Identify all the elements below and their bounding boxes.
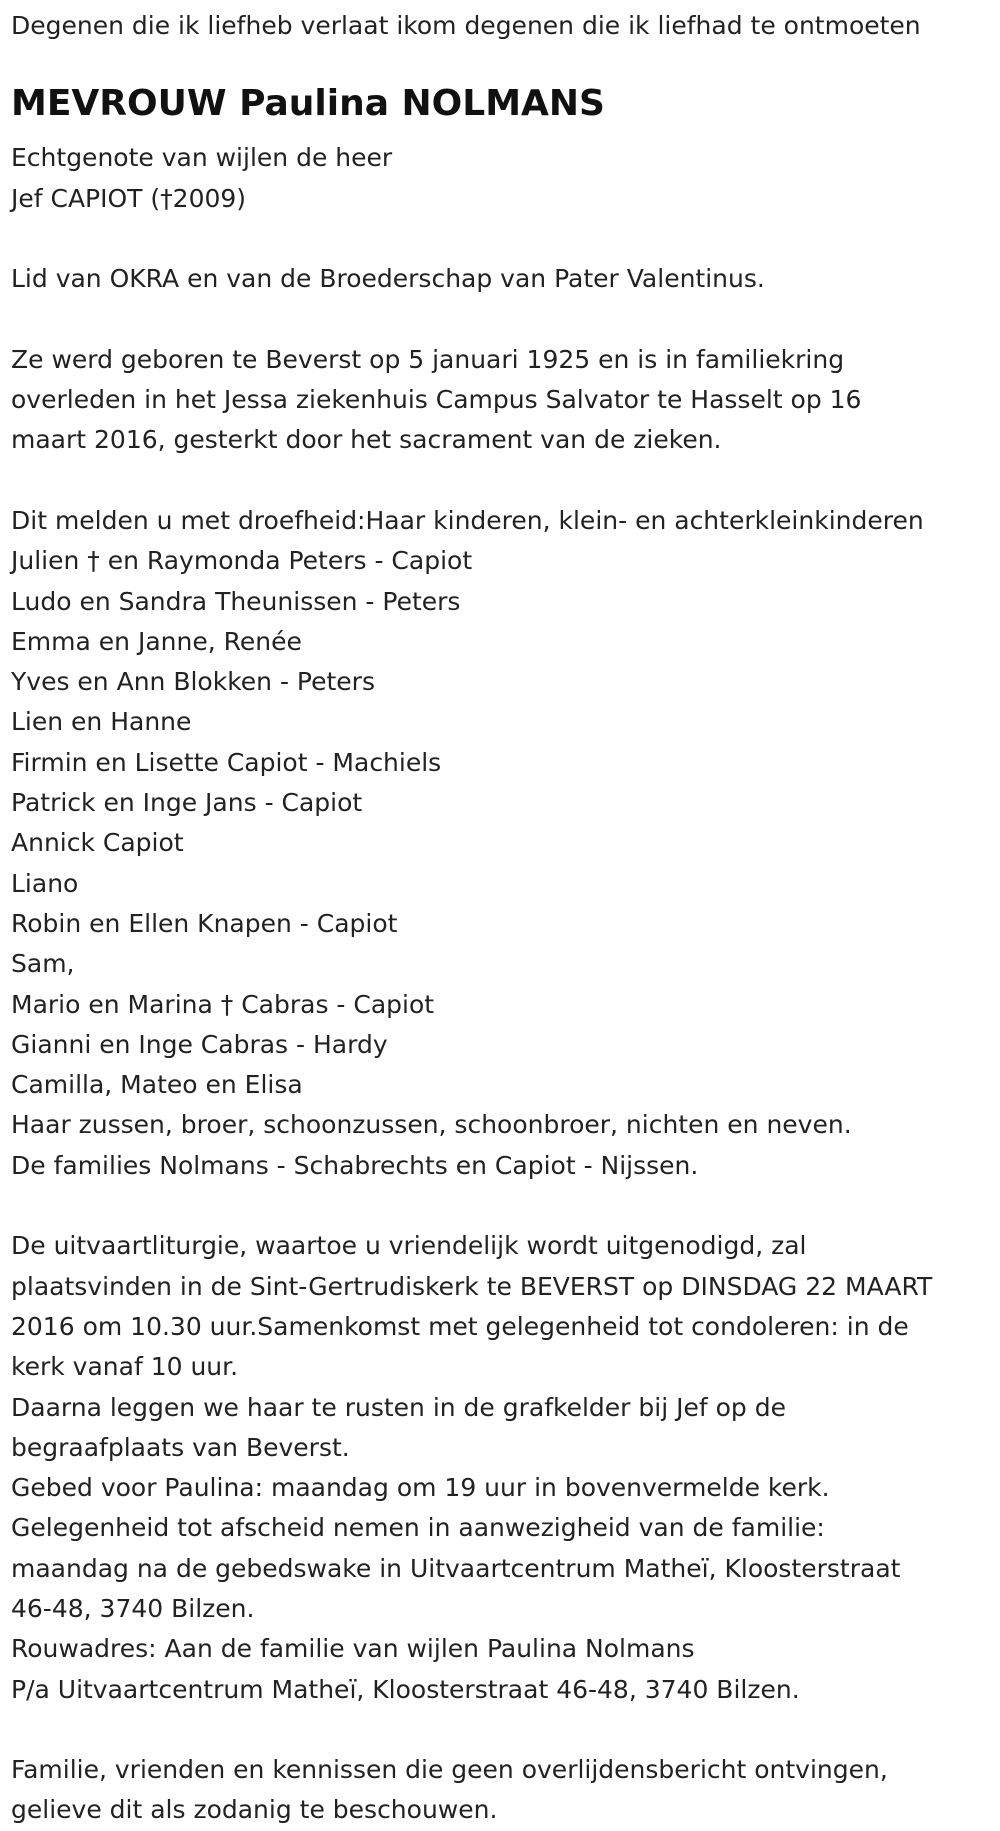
funeral-line: kerk vanaf 10 uur. [11, 1352, 239, 1382]
birth-death-section [11, 340, 1000, 461]
family-section [11, 501, 1000, 1186]
funeral-line: maandag na de gebedswake in Uitvaartcentrum Matheï, Kloosterstraat [11, 1553, 901, 1583]
funeral-line: begraafplaats van Beverst. [11, 1432, 350, 1462]
spacer [11, 461, 1000, 501]
spouse-section [11, 138, 1000, 219]
family-line: Mario en Marina † Cabras - Capiot [11, 989, 435, 1019]
family-line: Gianni en Inge Cabras - Hardy [11, 1029, 388, 1059]
funeral-section [11, 1226, 1000, 1710]
funeral-line: De uitvaartliturgie, waartoe u vriendelijk wordt uitgenodigd, zal [11, 1231, 807, 1261]
family-line: Ludo en Sandra Theunissen - Peters [11, 586, 461, 616]
family-line: Haar zussen, broer, schoonzussen, schoonbroer, nichten en neven. [11, 1110, 852, 1140]
closing-section [11, 1750, 1000, 1831]
birth-death-line: overleden in het Jessa ziekenhuis Campus Salvator te Hasselt op 16 [11, 385, 862, 415]
family-line: Liano [11, 868, 79, 898]
closing-line: Familie, vrienden en kennissen die geen overlijdensbericht ontvingen, [11, 1755, 888, 1785]
family-line: Firmin en Lisette Capiot - Machiels [11, 747, 442, 777]
family-line: De families Nolmans - Schabrechts en Capiot - Nijssen. [11, 1150, 699, 1180]
funeral-line: Gebed voor Paulina: maandag om 19 uur in bovenvermelde kerk. [11, 1473, 830, 1503]
funeral-line: Daarna leggen we haar te rusten in de grafkelder bij Jef op de [11, 1392, 786, 1422]
spouse-line: Echtgenote van wijlen de heer [11, 143, 393, 173]
funeral-line: plaatsvinden in de Sint-Gertrudiskerk te BEVERST op DINSDAG 22 MAART [11, 1271, 933, 1301]
family-line: Julien † en Raymonda Peters - Capiot [11, 546, 473, 576]
funeral-line: Rouwadres: Aan de familie van wijlen Paulina Nolmans [11, 1634, 695, 1664]
membership-text: Lid van OKRA en van de Broederschap van Pater Valentinus. [11, 264, 765, 294]
family-line: Sam, [11, 949, 75, 979]
family-line: Patrick en Inge Jans - Capiot [11, 788, 363, 818]
family-line: Lien en Hanne [11, 707, 192, 737]
birth-death-line: maart 2016, gesterkt door het sacrament van de zieken. [11, 425, 722, 455]
family-line: Dit melden u met droefheid:Haar kinderen, klein- en achterkleinkinderen [11, 505, 924, 535]
spacer [11, 1710, 1000, 1750]
family-line: Yves en Ann Blokken - Peters [11, 667, 375, 697]
funeral-line: 2016 om 10.30 uur.Samenkomst met gelegenheid tot condoleren: in de [11, 1311, 909, 1341]
spouse-line: Jef CAPIOT (†2009) [11, 183, 247, 213]
deceased-name: MEVROUW Paulina NOLMANS [11, 83, 605, 125]
funeral-line: Gelegenheid tot afscheid nemen in aanwezigheid van de familie: [11, 1513, 825, 1543]
family-line: Camilla, Mateo en Elisa [11, 1070, 303, 1100]
funeral-line: 46-48, 3740 Bilzen. [11, 1593, 255, 1623]
family-line: Annick Capiot [11, 828, 184, 858]
spacer [11, 299, 1000, 339]
birth-death-line: Ze werd geboren te Beverst op 5 januari 1925 en is in familiekring [11, 344, 845, 374]
opening-quote: Degenen die ik liefheb verlaat ikom degenen die ik liefhad te ontmoeten [11, 11, 921, 40]
spacer [11, 219, 1000, 259]
funeral-line: P/a Uitvaartcentrum Matheï, Kloosterstraat 46-48, 3740 Bilzen. [11, 1674, 800, 1704]
family-line: Robin en Ellen Knapen - Capiot [11, 908, 398, 938]
closing-line: gelieve dit als zodanig te beschouwen. [11, 1795, 498, 1825]
family-line: Emma en Janne, Renée [11, 626, 302, 656]
spacer [11, 1186, 1000, 1226]
